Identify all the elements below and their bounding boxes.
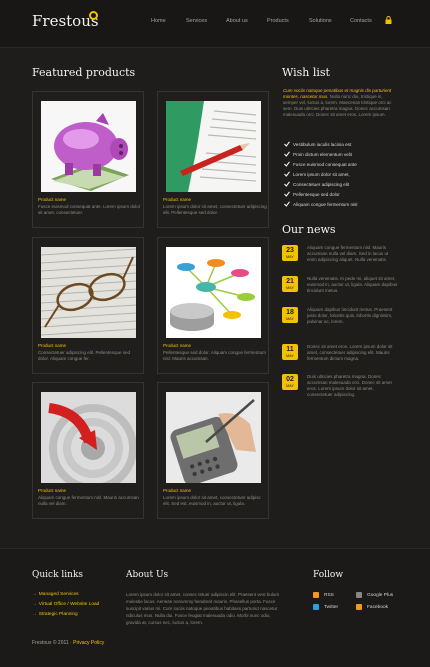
copyright <box>32 640 104 646</box>
product-name[interactable]: Product name <box>163 488 192 493</box>
wishlist-intro-text: Nulla nunc dui, tristique in, semper vel, luctus a, lorem. Maecenas tristique orci ac sem. Duis ultricies pharetra magna. Donec accumsan malesuada orci. Donec sit amet eros. Lorem ipsum. <box>283 94 392 117</box>
product-card[interactable] <box>32 91 144 228</box>
news-day: 23 <box>286 247 294 254</box>
product-name[interactable]: Product name <box>163 197 192 202</box>
nav-home[interactable]: Home <box>151 18 166 24</box>
list-item[interactable] <box>284 151 404 159</box>
twitter-icon <box>313 604 319 610</box>
product-card[interactable] <box>157 237 269 374</box>
wish-item-label: Proin dictum elementum velit <box>293 152 352 157</box>
product-desc: Pellentesque sed dolor. Aliquam congue fermentum nisl. Mauris accumsan. <box>163 350 266 361</box>
news-day: 11 <box>286 346 294 353</box>
network-diagram-image[interactable] <box>166 247 261 338</box>
copyright-text: Frestous © 2011 · <box>32 640 72 646</box>
red-arrow-maze-image[interactable] <box>41 392 136 483</box>
follow-label: RSS <box>324 593 334 598</box>
date-badge <box>282 374 298 390</box>
news-title: Our news <box>282 223 336 236</box>
quick-link-label[interactable]: Virtual Office / Website Load <box>38 602 100 607</box>
news-item[interactable] <box>282 344 400 376</box>
news-month: MAY <box>286 317 294 321</box>
check-icon <box>284 201 290 207</box>
check-icon <box>284 151 290 157</box>
follow-title: Follow <box>313 570 344 580</box>
product-desc: Fusce euismod consequat ante. Lorem ipsum dolor sit amet, consectetuer. <box>38 204 141 215</box>
news-text: Duis ultricies pharetra magna. Donec accumsan malesuada orci. Donec sit amet eros. Lorem ipsum dolor sit amet, consectetuer adipiscing. <box>307 374 392 397</box>
quick-link-label[interactable]: Strategic Planning <box>38 612 78 617</box>
quick-link[interactable]: → Virtual Office / Website Load <box>32 602 100 607</box>
news-item[interactable] <box>282 374 400 406</box>
date-badge <box>282 307 298 323</box>
list-item[interactable] <box>284 191 404 199</box>
product-desc: Consectetuer adipiscing elit. Pellentesque sed dolor. Aliquam congue fer. <box>38 350 131 361</box>
news-text: Aliquam dapibus tincidunt metus. Praesent justo dolor, lobortis quis, lobortis dignissim, pulvinar ac, lorem. <box>307 307 393 324</box>
check-icon <box>284 171 290 177</box>
wishlist-title: Wish list <box>282 66 330 79</box>
product-desc: Aliquam congue fermentum nisl. Mauris accumsan nulla vel diam. <box>38 495 139 506</box>
product-card[interactable] <box>32 237 144 374</box>
check-icon <box>284 161 290 167</box>
nav-products[interactable]: Products <box>267 18 289 24</box>
nav-contacts[interactable]: Contacts <box>350 18 372 24</box>
check-icon <box>284 141 290 147</box>
wish-item-label: Lorem ipsum dolor sit amet, <box>293 172 350 177</box>
list-item[interactable] <box>284 201 404 209</box>
news-day: 02 <box>286 376 294 383</box>
news-text: Donec sit amet eros. Lorem ipsum dolor sit amet, consectetuer adipiscing elit. Mauris fermentum dictum magna. <box>307 344 393 361</box>
glasses-newspaper-image[interactable] <box>41 247 136 338</box>
news-month: MAY <box>286 384 294 388</box>
check-icon <box>284 181 290 187</box>
lock-icon[interactable] <box>385 16 392 24</box>
news-day: 21 <box>286 278 294 285</box>
list-item[interactable] <box>284 141 404 149</box>
quick-links-title: Quick links <box>32 570 84 580</box>
about-text: Lorem ipsum dolor sit amet, consec tetuer adipiscin elit. Praesent vest bulum molestie lacus. Aenean nonummy hendrerit mauris. Phasellus porta. Fusce suscipit varius mi. Cum sociis natoque penatibus habitass parturiut nascetur ridiculus mus. Nulla dui. Fusce feugiat malesuada odio. Morbi nunc odio, gravida at, cursus nec, luctus a, lorem. <box>126 592 280 625</box>
facebook-icon <box>356 604 362 610</box>
news-text: Aliquam congue fermentum nisl. Mauris accumsan nulla vel diam. Sed in lacus ut enim adipiscing aliquet. Nulla venenatis. <box>307 245 389 262</box>
privacy-policy-link[interactable]: Privacy Policy <box>73 640 105 646</box>
wish-item-label: Consectetuer adipiscing elit <box>293 182 350 187</box>
follow-label: Google Plus <box>367 593 394 598</box>
wishlist-intro-highlight: Cum sociis natoque penatibus et magnis dis parturient montes, nascetur mus. <box>283 88 392 99</box>
list-item[interactable] <box>284 161 404 169</box>
site-header <box>0 0 430 48</box>
news-month: MAY <box>286 354 294 358</box>
news-item[interactable] <box>282 276 400 308</box>
featured-title: Featured products <box>32 66 136 79</box>
news-month: MAY <box>286 255 294 259</box>
product-card[interactable] <box>32 382 144 519</box>
product-desc: Lorem ipsum dolor sit amet, consectetuer adipiscing elit. Pellentesque sed dolor. <box>163 204 267 215</box>
list-item[interactable] <box>284 181 404 189</box>
nav-about[interactable]: About us <box>226 18 248 24</box>
product-desc: Lorem ipsum dolor sit amet, consectetuer adipisc elit. Sed est, euismod in, auctor ut, ligula. <box>163 495 261 506</box>
news-text: Nulla venenatis. In pede mi, aliquet sit amet, euismod in, auctor ut, ligula. Aliquam dapibus tincidunt metus. <box>307 276 398 293</box>
list-item[interactable] <box>284 171 404 179</box>
product-card[interactable] <box>157 91 269 228</box>
follow-label: Facebook <box>367 605 389 610</box>
news-item[interactable] <box>282 245 400 277</box>
logo-dot-icon <box>89 11 98 20</box>
date-badge <box>282 245 298 261</box>
google-plus-icon <box>356 592 362 598</box>
product-card[interactable] <box>157 382 269 519</box>
date-badge <box>282 344 298 360</box>
product-name[interactable]: Product name <box>163 343 192 348</box>
wish-item-label: Pellentesque sed dolor <box>293 192 340 197</box>
date-badge <box>282 276 298 292</box>
wish-item-label: Aliquam congue fermentum nisl <box>293 202 358 207</box>
wishlist-intro <box>283 88 398 118</box>
product-name[interactable]: Product name <box>38 197 67 202</box>
pda-stylus-image[interactable] <box>166 392 261 483</box>
wish-item-label: Vestibulum iaculis lacinia est <box>293 142 352 147</box>
nav-solutions[interactable]: Solutions <box>309 18 332 24</box>
logo-text[interactable]: Frestous <box>32 12 99 30</box>
quick-link[interactable]: → Managed Services <box>32 592 79 597</box>
pencil-papers-image[interactable] <box>166 101 261 192</box>
product-name[interactable]: Product name <box>38 343 67 348</box>
news-month: MAY <box>286 286 294 290</box>
check-icon <box>284 191 290 197</box>
news-day: 18 <box>286 309 294 316</box>
rss-icon <box>313 592 319 598</box>
wish-item-label: Fusce euismod consequat ante <box>293 162 357 167</box>
quick-link[interactable]: → Strategic Planning <box>32 612 78 617</box>
quick-link-label[interactable]: Managed Services <box>38 592 79 597</box>
news-item[interactable] <box>282 307 400 339</box>
about-title: About Us <box>126 570 169 580</box>
piggy-bank-image[interactable] <box>41 101 136 192</box>
nav-services[interactable]: Services <box>186 18 208 24</box>
product-name[interactable]: Product name <box>38 488 67 493</box>
follow-label: Twitter <box>324 605 339 610</box>
